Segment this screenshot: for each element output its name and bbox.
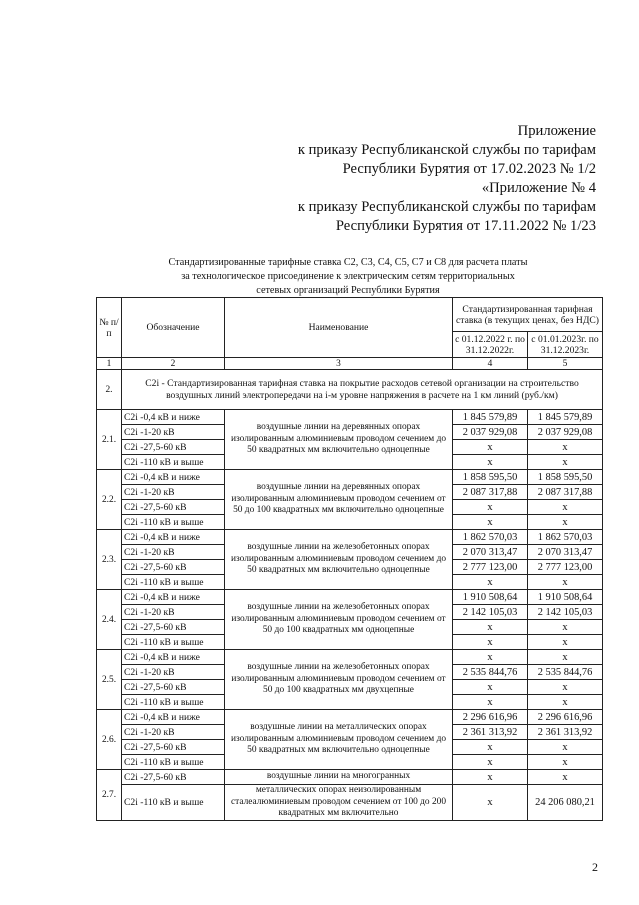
rate-2022: 2 535 844,76 — [453, 665, 528, 680]
group-number: 2.2. — [97, 470, 122, 530]
voltage-code: С2i -110 кВ и выше — [122, 695, 225, 710]
voltage-code: С2i -110 кВ и выше — [122, 635, 225, 650]
rate-2022: х — [453, 755, 528, 770]
voltage-code: С2i -110 кВ и выше — [122, 515, 225, 530]
rate-2023: 1 845 579,89 — [528, 410, 603, 425]
rate-2022: х — [453, 440, 528, 455]
col-header-code: Обозначение — [122, 298, 225, 358]
line-description: воздушные линии на деревянных опорах изолированным алюминиевым проводом сечением до 50 квадратных мм включительно одноцепные — [225, 410, 453, 470]
rate-2022: х — [453, 575, 528, 590]
voltage-code: С2i -0,4 кВ и ниже — [122, 710, 225, 725]
rate-2023: х — [528, 500, 603, 515]
col-header-period2: с 01.01.2023г. по 31.12.2023г. — [528, 332, 603, 358]
rate-2023: х — [528, 695, 603, 710]
rate-2023: 1 862 570,03 — [528, 530, 603, 545]
line-description: металлических опорах неизолированным сталеалюминиевым проводом сечением от 100 до 200 квадратных мм включительно — [225, 785, 453, 821]
voltage-code: С2i -110 кВ и выше — [122, 755, 225, 770]
rate-2023: 24 206 080,21 — [528, 785, 603, 821]
rate-2022: 1 862 570,03 — [453, 530, 528, 545]
col-header-num: № п/п — [97, 298, 122, 358]
table-row — [97, 530, 603, 545]
voltage-code: С2i -0,4 кВ и ниже — [122, 590, 225, 605]
rate-2023: 2 037 929,08 — [528, 425, 603, 440]
rate-2023: х — [528, 620, 603, 635]
header-line: Приложение — [517, 123, 596, 139]
rate-2023: х — [528, 515, 603, 530]
line-description: воздушные линии на многогранных — [225, 770, 453, 785]
section-number: 2. — [97, 370, 122, 410]
rate-2022: х — [453, 635, 528, 650]
rate-2022: 2 142 105,03 — [453, 605, 528, 620]
table-row — [97, 785, 603, 821]
rate-2023: х — [528, 740, 603, 755]
header-line: к приказу Республиканской службы по тарифам — [297, 142, 596, 158]
table-row — [97, 650, 603, 665]
index-cell: 3 — [225, 358, 453, 370]
rate-2022: х — [453, 770, 528, 785]
voltage-code: С2i -110 кВ и выше — [122, 455, 225, 470]
voltage-code: С2i -27,5-60 кВ — [122, 680, 225, 695]
rate-2023: х — [528, 680, 603, 695]
header-line: Республики Бурятия от 17.02.2023 № 1/2 — [342, 161, 596, 177]
rate-2023: 2 087 317,88 — [528, 485, 603, 500]
voltage-code: С2i -1-20 кВ — [122, 725, 225, 740]
voltage-code: С2i -110 кВ и выше — [122, 785, 225, 821]
header-line: «Приложение № 4 — [481, 180, 596, 196]
rate-2022: х — [453, 740, 528, 755]
voltage-code: С2i -1-20 кВ — [122, 605, 225, 620]
rate-2023: 2 070 313,47 — [528, 545, 603, 560]
title-line: сетевых организаций Республики Бурятия — [256, 285, 440, 296]
group-number: 2.4. — [97, 590, 122, 650]
col-header-name: Наименование — [225, 298, 453, 358]
voltage-code: С2i -1-20 кВ — [122, 665, 225, 680]
rate-2023: 2 535 844,76 — [528, 665, 603, 680]
table-title — [95, 256, 601, 298]
rate-2023: 1 858 595,50 — [528, 470, 603, 485]
rate-2022: х — [453, 650, 528, 665]
col-header-period1: с 01.12.2022 г. по 31.12.2022г. — [453, 332, 528, 358]
voltage-code: С2i -0,4 кВ и ниже — [122, 470, 225, 485]
rate-2022: х — [453, 785, 528, 821]
rate-2023: 2 142 105,03 — [528, 605, 603, 620]
voltage-code: С2i -0,4 кВ и ниже — [122, 410, 225, 425]
voltage-code: С2i -27,5-60 кВ — [122, 560, 225, 575]
index-cell: 4 — [453, 358, 528, 370]
line-description: воздушные линии на металлических опорах изолированным алюминиевым проводом сечением до 50 квадратных мм включительно одноцепные — [225, 710, 453, 770]
group-number: 2.3. — [97, 530, 122, 590]
voltage-code: С2i -27,5-60 кВ — [122, 440, 225, 455]
rate-2022: 1 858 595,50 — [453, 470, 528, 485]
rate-2023: х — [528, 755, 603, 770]
rate-2022: 1 910 508,64 — [453, 590, 528, 605]
voltage-code: С2i -27,5-60 кВ — [122, 770, 225, 785]
voltage-code: С2i -0,4 кВ и ниже — [122, 530, 225, 545]
voltage-code: С2i -1-20 кВ — [122, 425, 225, 440]
voltage-code: С2i -27,5-60 кВ — [122, 740, 225, 755]
section-description: С2i - Стандартизированная тарифная ставка на покрытие расходов сетевой организации на строительство воздушных линий электропередачи на i-м уровне напряжения в расчете на 1 км линий (руб./км) — [122, 370, 603, 410]
group-number: 2.7. — [97, 770, 122, 821]
table-row — [97, 410, 603, 425]
table-row — [97, 470, 603, 485]
page-number: 2 — [592, 860, 598, 874]
rate-2023: х — [528, 650, 603, 665]
rate-2023: х — [528, 635, 603, 650]
line-description: воздушные линии на железобетонных опорах изолированным алюминиевым проводом сечением от 50 до 100 квадратных мм двухцепные — [225, 650, 453, 710]
rate-2022: 1 845 579,89 — [453, 410, 528, 425]
rate-2023: 2 777 123,00 — [528, 560, 603, 575]
line-description: воздушные линии на железобетонных опорах изолированным алюминиевым проводом сечением до 50 квадратных мм включительно одноцепные — [225, 530, 453, 590]
rate-2022: 2 070 313,47 — [453, 545, 528, 560]
line-description: воздушные линии на деревянных опорах изолированным алюминиевым проводом сечением от 50 до 100 квадратных мм включительно одноцепные — [225, 470, 453, 530]
group-number: 2.6. — [97, 710, 122, 770]
rate-2022: х — [453, 500, 528, 515]
rate-2022: 2 037 929,08 — [453, 425, 528, 440]
rate-2022: 2 361 313,92 — [453, 725, 528, 740]
line-description: воздушные линии на железобетонных опорах изолированным алюминиевым проводом сечением от 50 до 100 квадратных мм одноцепные — [225, 590, 453, 650]
table-row — [97, 770, 603, 785]
title-line: за технологическое присоединение к электрическим сетям территориальных — [181, 271, 515, 282]
rate-2023: 1 910 508,64 — [528, 590, 603, 605]
index-cell: 5 — [528, 358, 603, 370]
table-row — [97, 590, 603, 605]
voltage-code: С2i -110 кВ и выше — [122, 575, 225, 590]
rate-2023: 2 296 616,96 — [528, 710, 603, 725]
rate-2023: х — [528, 455, 603, 470]
rate-2022: 2 777 123,00 — [453, 560, 528, 575]
col-header-rate: Стандартизированная тарифная ставка (в текущих ценах, без НДС) — [453, 298, 603, 332]
rate-2023: 2 361 313,92 — [528, 725, 603, 740]
rate-2022: 2 087 317,88 — [453, 485, 528, 500]
rate-2023: х — [528, 575, 603, 590]
title-line: Стандартизированные тарифные ставка С2, С3, С4, С5, С7 и С8 для расчета платы — [168, 257, 528, 268]
rate-2023: х — [528, 440, 603, 455]
voltage-code: С2i -27,5-60 кВ — [122, 500, 225, 515]
rate-2022: х — [453, 515, 528, 530]
header-line: Республики Бурятия от 17.11.2022 № 1/23 — [335, 218, 596, 234]
rate-2022: х — [453, 620, 528, 635]
group-number: 2.5. — [97, 650, 122, 710]
voltage-code: С2i -1-20 кВ — [122, 485, 225, 500]
rate-2022: 2 296 616,96 — [453, 710, 528, 725]
index-cell: 1 — [97, 358, 122, 370]
rate-2022: х — [453, 680, 528, 695]
table-row — [97, 710, 603, 725]
tariff-table — [96, 297, 603, 821]
voltage-code: С2i -27,5-60 кВ — [122, 620, 225, 635]
header-line: к приказу Республиканской службы по тарифам — [297, 199, 596, 215]
voltage-code: С2i -1-20 кВ — [122, 545, 225, 560]
rate-2022: х — [453, 455, 528, 470]
group-number: 2.1. — [97, 410, 122, 470]
rate-2023: х — [528, 770, 603, 785]
rate-2022: х — [453, 695, 528, 710]
index-cell: 2 — [122, 358, 225, 370]
document-header — [298, 122, 596, 236]
voltage-code: С2i -0,4 кВ и ниже — [122, 650, 225, 665]
